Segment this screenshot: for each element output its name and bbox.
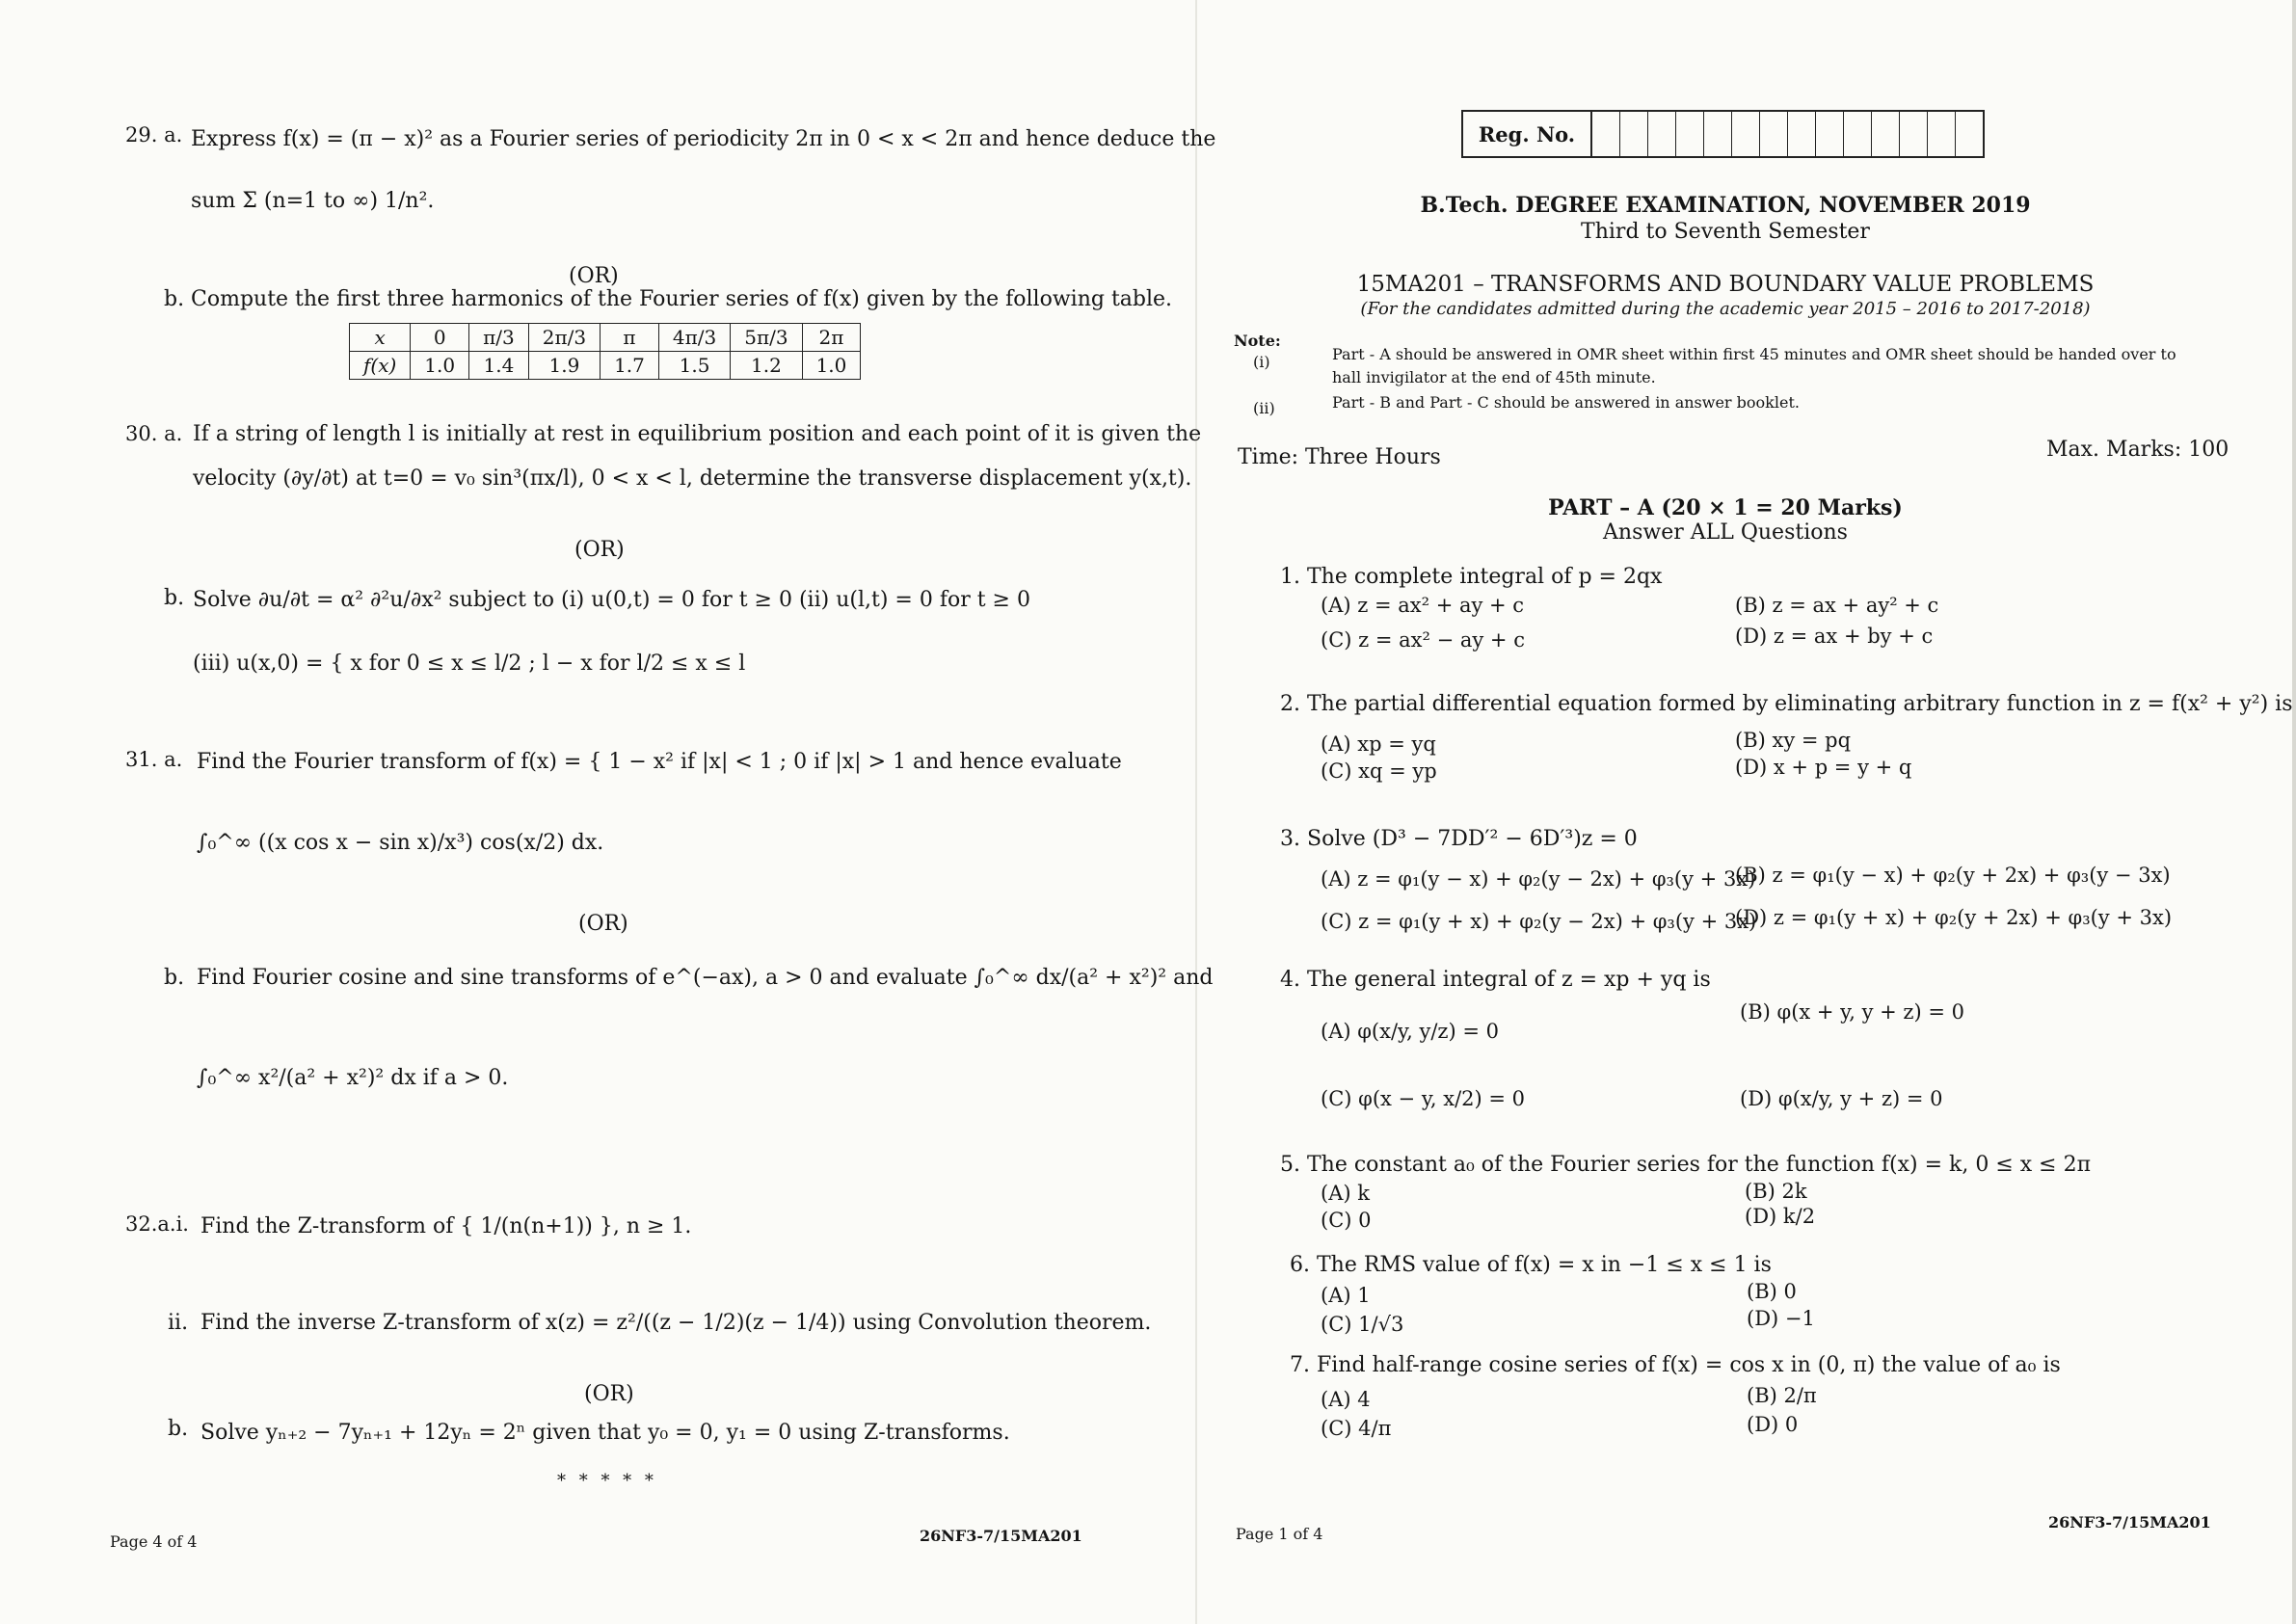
- reg-digit-cell[interactable]: [1620, 112, 1648, 156]
- table-header-x: x: [350, 324, 411, 352]
- reg-digit-cell[interactable]: [1732, 112, 1760, 156]
- question-text: The RMS value of f(x) = x in −1 ≤ x ≤ 1 is: [1317, 1253, 1772, 1277]
- q5-option-d: (D) k/2: [1745, 1205, 1816, 1228]
- q5-text: [1280, 1153, 2091, 1177]
- q31-or: (OR): [578, 912, 628, 936]
- q29b-number: b.: [164, 287, 185, 311]
- question-text: The complete integral of p = 2qx: [1307, 565, 1663, 589]
- q6-option-d: (D) −1: [1747, 1307, 1815, 1330]
- question-number: 4.: [1280, 968, 1300, 992]
- max-marks: Max. Marks: 100: [2046, 438, 2229, 462]
- q2-option-d: (D) x + p = y + q: [1735, 756, 1912, 779]
- reg-digit-cell[interactable]: [1816, 112, 1844, 156]
- table-cell: π/3: [469, 324, 529, 352]
- candidates-note: (For the candidates admitted during the academic year 2015 – 2016 to 2017-2018): [1360, 299, 2091, 319]
- q2-option-a: (A) xp = yq: [1321, 732, 1436, 756]
- q32ai-number: 32.a.i.: [125, 1212, 189, 1236]
- q31a-number: 31. a.: [125, 748, 183, 771]
- q30a-text-1: If a string of length l is initially at rest in equilibrium position and each point of it is given the: [193, 422, 1202, 446]
- table-cell: 1.9: [528, 352, 600, 380]
- fourier-data-table: [349, 323, 861, 380]
- q29-or: (OR): [569, 264, 619, 288]
- reg-digit-cell[interactable]: [1872, 112, 1900, 156]
- table-cell: 1.7: [601, 352, 659, 380]
- q31a-text-1: Find the Fourier transform of f(x) = { 1 − x² if |x| < 1 ; 0 if |x| > 1 and hence evaluate: [197, 750, 1122, 774]
- note-ii-text: Part - B and Part - C should be answered in answer booklet.: [1332, 393, 1800, 412]
- q29a-sum: sum Σ (n=1 to ∞) 1/n².: [191, 189, 435, 213]
- question-text: The constant a₀ of the Fourier series for the function f(x) = k, 0 ≤ x ≤ 2π: [1307, 1153, 2092, 1177]
- reg-digit-cell[interactable]: [1928, 112, 1956, 156]
- question-text: Find half-range cosine series of f(x) = cos x in (0, π) the value of a₀ is: [1317, 1353, 2061, 1377]
- q6-option-b: (B) 0: [1747, 1280, 1797, 1303]
- question-text: The partial differential equation formed by eliminating arbitrary function in z = f(x² + y²) is: [1307, 692, 2293, 716]
- reg-no-label: Reg. No.: [1463, 112, 1592, 156]
- q1-option-b: (B) z = ax + ay² + c: [1735, 594, 1939, 617]
- question-text: Solve (D³ − 7DD′² − 6D′³)z = 0: [1307, 827, 1638, 851]
- table-cell: 4π/3: [658, 324, 730, 352]
- q1-text: [1280, 565, 1662, 589]
- reg-digit-cell[interactable]: [1956, 112, 1983, 156]
- question-number: 1.: [1280, 565, 1300, 589]
- q7-option-d: (D) 0: [1747, 1413, 1799, 1436]
- q30-or: (OR): [574, 538, 625, 562]
- reg-digit-cell[interactable]: [1900, 112, 1928, 156]
- footer-code: 26NF3-7/15MA201: [920, 1527, 1082, 1545]
- table-cell: 5π/3: [731, 324, 802, 352]
- q32aii-text: Find the inverse Z-transform of x(z) = z²/((z − 1/2)(z − 1/4)) using Convolution theorem.: [200, 1311, 1152, 1335]
- reg-digit-cell[interactable]: [1788, 112, 1816, 156]
- footer-page-number: Page 1 of 4: [1236, 1525, 1323, 1543]
- note-ii-number: (ii): [1253, 399, 1275, 417]
- reg-digit-cell[interactable]: [1648, 112, 1676, 156]
- semester: Third to Seventh Semester: [1581, 220, 1870, 244]
- q5-option-c: (C) 0: [1321, 1209, 1372, 1232]
- note-i-number: (i): [1253, 353, 1270, 371]
- q32b-number: b.: [168, 1417, 189, 1441]
- q6-option-c: (C) 1/√3: [1321, 1313, 1404, 1336]
- q3-text: [1280, 827, 1638, 851]
- q3-option-b: (B) z = φ₁(y − x) + φ₂(y + 2x) + φ₃(y − 3x): [1735, 864, 2171, 887]
- question-text: The general integral of z = xp + yq is: [1307, 968, 1711, 992]
- question-number: 6.: [1290, 1253, 1310, 1277]
- question-number: 3.: [1280, 827, 1300, 851]
- reg-digit-cell[interactable]: [1844, 112, 1872, 156]
- note-i-text-1: Part - A should be answered in OMR sheet within first 45 minutes and OMR sheet should be handed over to: [1332, 345, 2176, 363]
- q31b-text-1: Find Fourier cosine and sine transforms of e^(−ax), a > 0 and evaluate ∫₀^∞ dx/(a² + x²)² and: [197, 966, 1214, 990]
- q6-text: [1290, 1253, 1772, 1277]
- q4-option-a: (A) φ(x/y, y/z) = 0: [1321, 1020, 1499, 1043]
- q30a-number: 30. a.: [125, 422, 183, 445]
- q1-option-a: (A) z = ax² + ay + c: [1321, 594, 1525, 617]
- q6-option-a: (A) 1: [1321, 1284, 1371, 1307]
- q31b-text-2: ∫₀^∞ x²/(a² + x²)² dx if a > 0.: [197, 1066, 509, 1090]
- reg-digit-cell[interactable]: [1760, 112, 1788, 156]
- q30b-text-1: Solve ∂u/∂t = α² ∂²u/∂x² subject to (i) u(0,t) = 0 for t ≥ 0 (ii) u(l,t) = 0 for t ≥ 0: [193, 588, 1030, 612]
- q7-text: [1290, 1353, 2061, 1377]
- table-cell: π: [601, 324, 659, 352]
- part-a-title: PART – A (20 × 1 = 20 Marks): [1548, 495, 1903, 520]
- table-cell: 1.5: [658, 352, 730, 380]
- page-1: [1195, 0, 2296, 1624]
- q3-option-d: (D) z = φ₁(y + x) + φ₂(y + 2x) + φ₃(y + 3x): [1735, 906, 2173, 929]
- q30a-text-2: velocity (∂y/∂t) at t=0 = v₀ sin³(πx/l), 0 < x < l, determine the transverse displacement y(x,t).: [193, 466, 1192, 491]
- q2-option-c: (C) xq = yp: [1321, 759, 1437, 783]
- footer-code: 26NF3-7/15MA201: [2048, 1513, 2211, 1531]
- table-cell: 1.4: [469, 352, 529, 380]
- q2-text: [1280, 692, 2293, 716]
- exam-title: B.Tech. DEGREE EXAMINATION, NOVEMBER 2019: [1420, 193, 2031, 218]
- question-number: 2.: [1280, 692, 1300, 716]
- table-cell: 1.0: [802, 352, 861, 380]
- course-title: 15MA201 – TRANSFORMS AND BOUNDARY VALUE PROBLEMS: [1356, 272, 2095, 297]
- q3-option-c: (C) z = φ₁(y + x) + φ₂(y − 2x) + φ₃(y + 3x): [1321, 910, 1757, 933]
- q29a-number: 29. a.: [125, 123, 183, 146]
- q31b-number: b.: [164, 966, 185, 990]
- q29a-text: Express f(x) = (π − x)² as a Fourier series of periodicity 2π in 0 < x < 2π and hence deduce the: [191, 127, 1216, 151]
- question-number: 7.: [1290, 1353, 1310, 1377]
- q4-option-c: (C) φ(x − y, x/2) = 0: [1321, 1087, 1526, 1110]
- table-cell: 2π/3: [528, 324, 600, 352]
- q5-option-b: (B) 2k: [1745, 1180, 1807, 1203]
- reg-digit-cell[interactable]: [1676, 112, 1704, 156]
- q32aii-number: ii.: [168, 1311, 189, 1335]
- q7-option-b: (B) 2/π: [1747, 1384, 1817, 1407]
- table-row-fx: [350, 352, 861, 380]
- reg-digit-cell[interactable]: [1704, 112, 1732, 156]
- reg-no-box: [1461, 110, 1985, 158]
- reg-digit-cell[interactable]: [1592, 112, 1620, 156]
- note-label: Note:: [1234, 332, 1281, 350]
- q32ai-text: Find the Z-transform of { 1/(n(n+1)) }, n ≥ 1.: [200, 1214, 692, 1238]
- q4-option-d: (D) φ(x/y, y + z) = 0: [1740, 1087, 1943, 1110]
- q30b-number: b.: [164, 586, 185, 610]
- note-i-text-2: hall invigilator at the end of 45th minute.: [1332, 368, 1656, 386]
- exam-time: Time: Three Hours: [1238, 445, 1441, 469]
- table-header-fx: f(x): [350, 352, 411, 380]
- table-cell: 2π: [802, 324, 861, 352]
- q7-option-a: (A) 4: [1321, 1388, 1371, 1411]
- q32-or: (OR): [584, 1382, 634, 1406]
- q3-option-a: (A) z = φ₁(y − x) + φ₂(y − 2x) + φ₃(y + 3x): [1321, 867, 1756, 891]
- q30b-text-2: (iii) u(x,0) = { x for 0 ≤ x ≤ l/2 ; l − x for l/2 ≤ x ≤ l: [193, 652, 746, 676]
- question-number: 5.: [1280, 1153, 1300, 1177]
- q4-text: [1280, 968, 1711, 992]
- q29b-text: Compute the first three harmonics of the Fourier series of f(x) given by the following table.: [191, 287, 1173, 311]
- footer-page-number: Page 4 of 4: [110, 1532, 198, 1551]
- q1-option-d: (D) z = ax + by + c: [1735, 625, 1934, 648]
- q7-option-c: (C) 4/π: [1321, 1417, 1392, 1440]
- table-row-x: [350, 324, 861, 352]
- table-cell: 1.0: [411, 352, 469, 380]
- part-a-subtitle: Answer ALL Questions: [1603, 520, 1848, 545]
- table-cell: 1.2: [731, 352, 802, 380]
- q4-option-b: (B) φ(x + y, y + z) = 0: [1740, 1000, 1964, 1024]
- end-stars: * * * * *: [557, 1471, 657, 1491]
- table-cell: 0: [411, 324, 469, 352]
- q32b-text: Solve yₙ₊₂ − 7yₙ₊₁ + 12yₙ = 2ⁿ given that y₀ = 0, y₁ = 0 using Z-transforms.: [200, 1421, 1010, 1445]
- q1-option-c: (C) z = ax² − ay + c: [1321, 628, 1525, 652]
- q5-option-a: (A) k: [1321, 1182, 1370, 1205]
- q31a-text-2: ∫₀^∞ ((x cos x − sin x)/x³) cos(x/2) dx.: [197, 831, 604, 855]
- q2-option-b: (B) xy = pq: [1735, 729, 1852, 752]
